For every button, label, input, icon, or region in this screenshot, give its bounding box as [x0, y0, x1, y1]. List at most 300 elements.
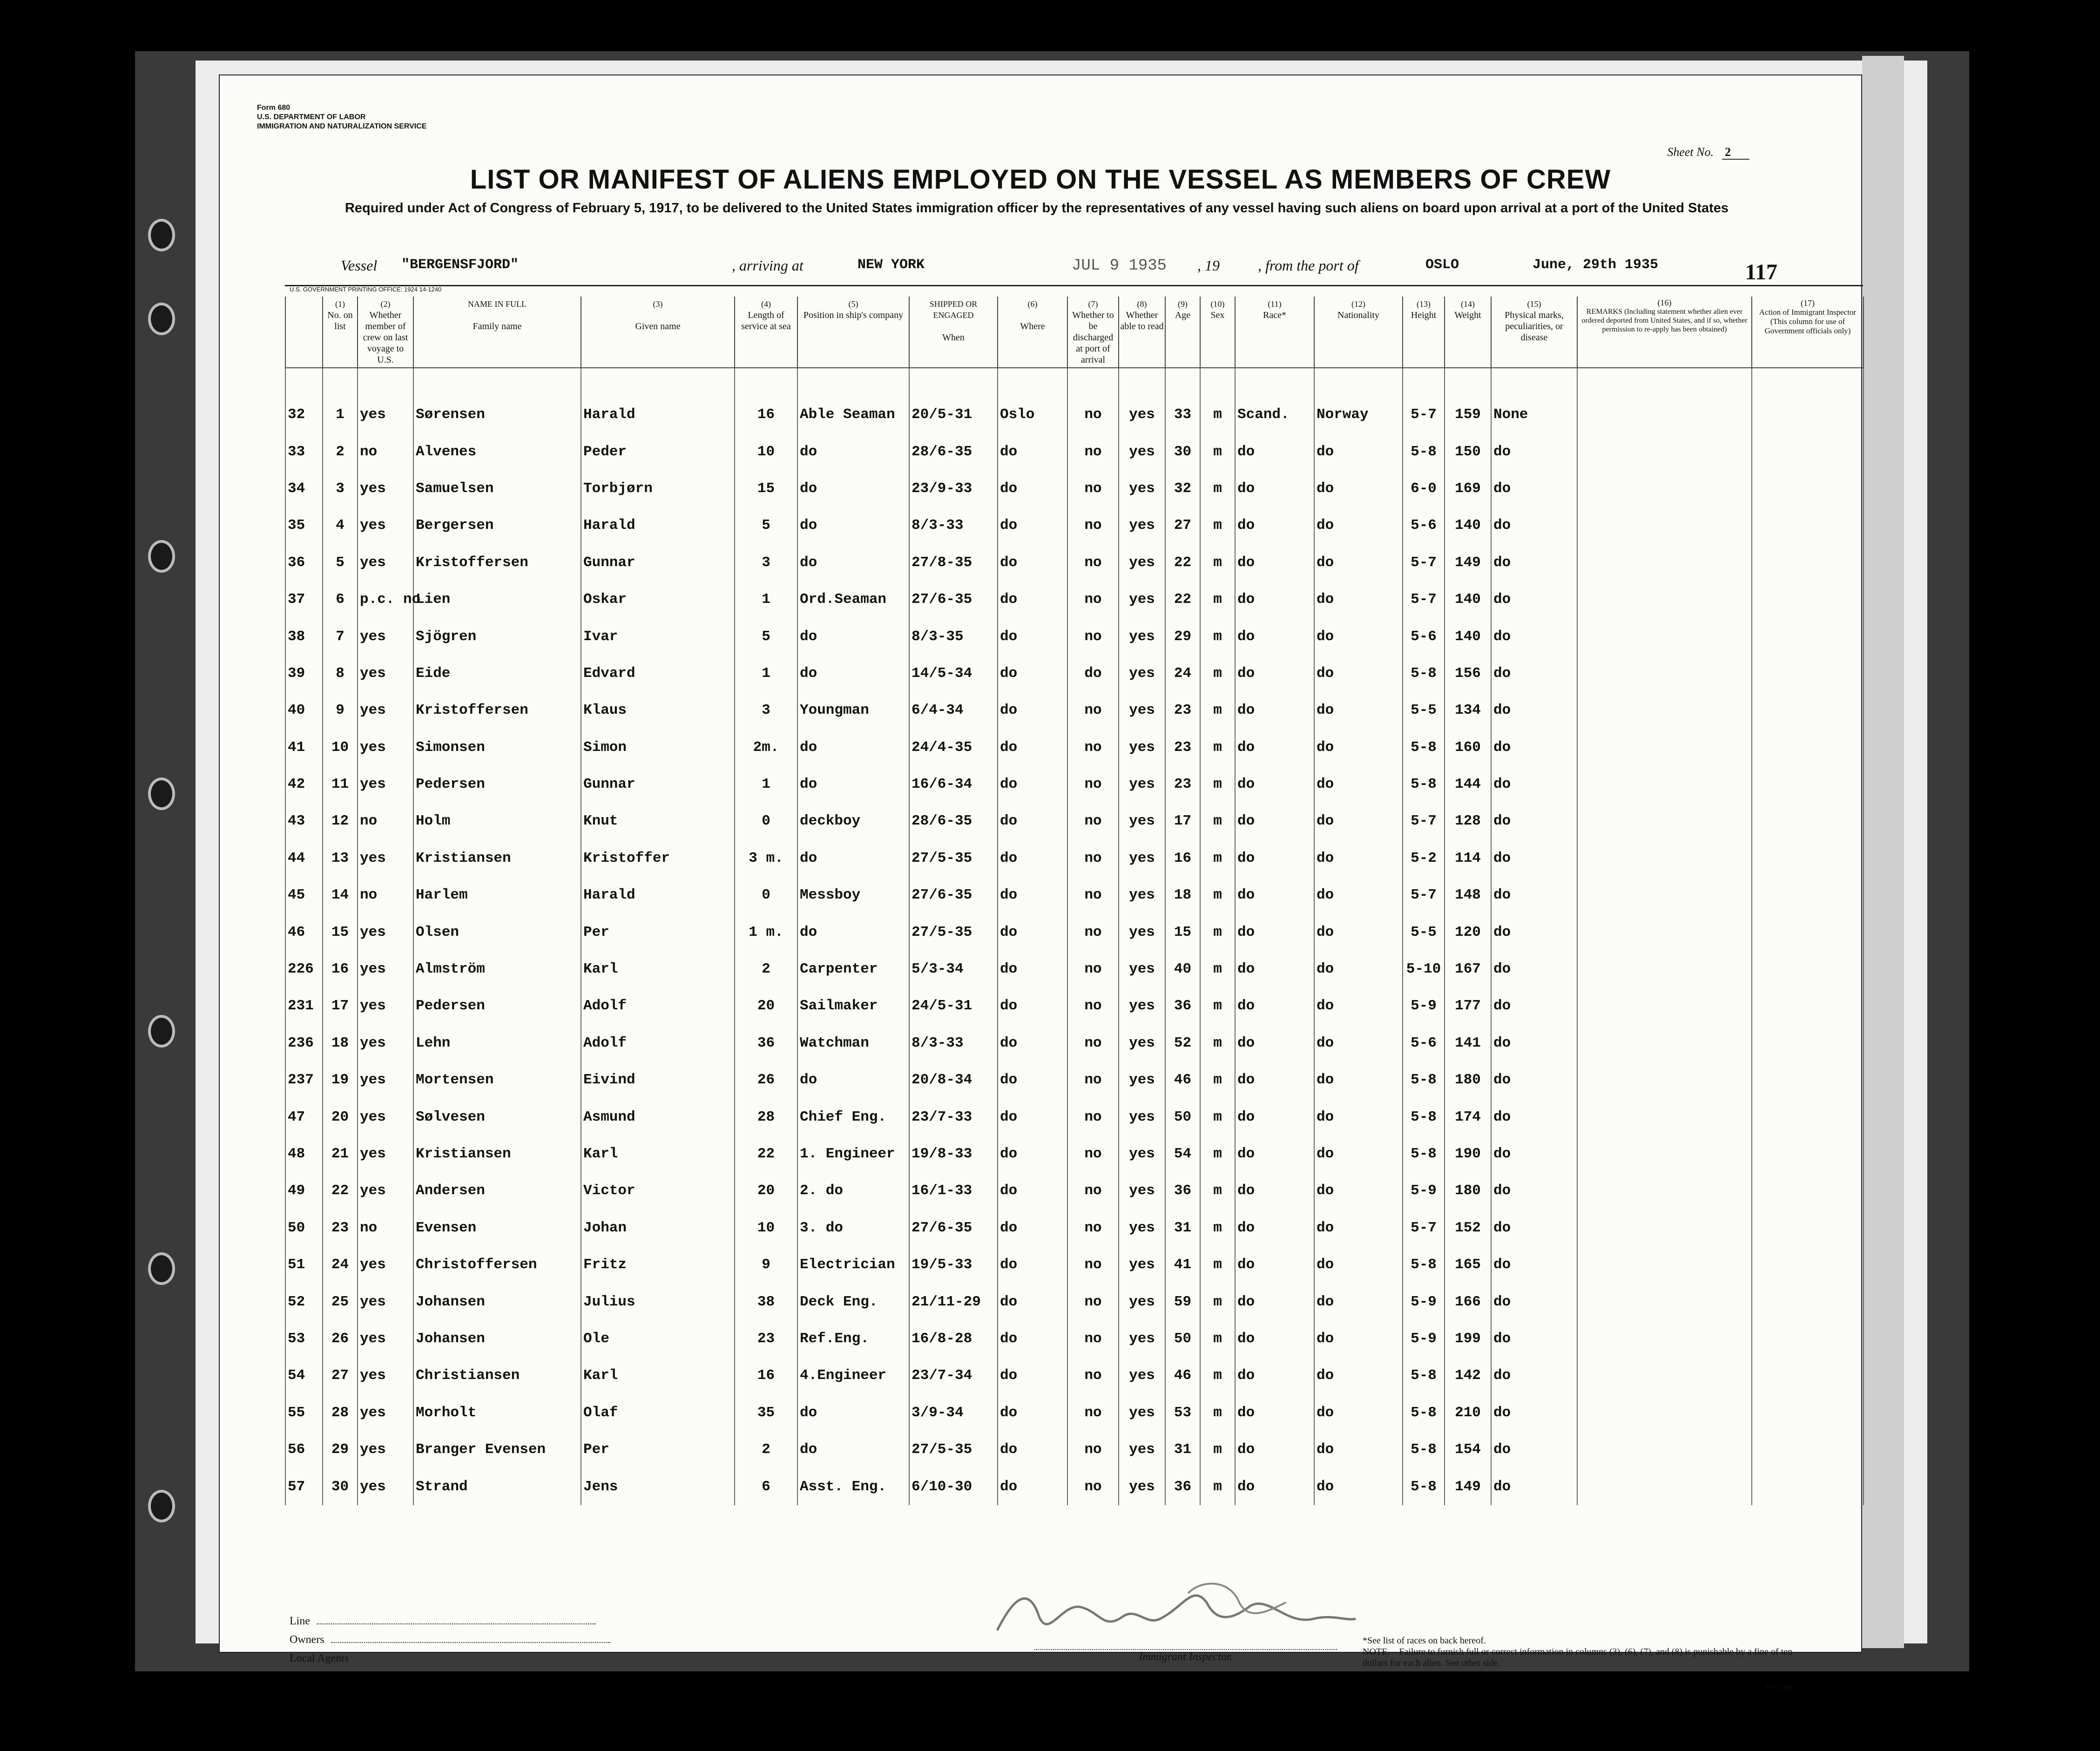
weight-cell: 199	[1445, 1320, 1491, 1357]
discharged-cell: no	[1067, 1431, 1119, 1468]
nationality-cell: do	[1314, 433, 1403, 470]
height-cell: 6-0	[1403, 470, 1445, 507]
col-remarks: (16) REMARKS (Including statement whether alien ever ordered deported from United States, and if so, whether permission to re-apply has been obtained)	[1577, 297, 1752, 368]
sex-cell: m	[1200, 1431, 1235, 1468]
crew-row	[285, 507, 1864, 544]
shipped-where-cell: do	[998, 1246, 1067, 1283]
crew-row	[285, 1246, 1864, 1283]
col-nationality: (12) Nationality	[1314, 297, 1403, 368]
last-voyage-cell: yes	[358, 1283, 413, 1320]
able-to-read-cell: yes	[1119, 470, 1165, 507]
weight-cell: 210	[1445, 1394, 1491, 1431]
age-cell: 17	[1165, 803, 1200, 839]
family-name-cell: Bergersen	[413, 507, 581, 544]
height-cell: 5-8	[1403, 655, 1445, 692]
inspector-action-cell	[1752, 1320, 1864, 1357]
remarks-cell	[1577, 1172, 1752, 1209]
position-cell: do	[797, 766, 909, 803]
col-shipped-where: (6) Where	[998, 297, 1067, 368]
race-cell: do	[1235, 1468, 1314, 1505]
shipped-when-cell: 3/9-34	[909, 1394, 998, 1431]
shipped-where-cell: do	[998, 507, 1067, 544]
height-cell: 5-9	[1403, 987, 1445, 1024]
able-to-read-cell: yes	[1119, 1283, 1165, 1320]
last-voyage-cell: yes	[358, 692, 413, 729]
age-cell: 40	[1165, 951, 1200, 987]
height-cell: 5-5	[1403, 692, 1445, 729]
inspector-action-cell	[1752, 951, 1864, 987]
weight-cell: 166	[1445, 1283, 1491, 1320]
height-cell: 5-10	[1403, 951, 1445, 987]
able-to-read-cell: yes	[1119, 987, 1165, 1024]
list-number-cell: 7	[323, 618, 358, 655]
age-cell: 36	[1165, 1172, 1200, 1209]
last-voyage-cell: yes	[358, 987, 413, 1024]
col-sex: (10) Sex	[1200, 297, 1235, 368]
vessel-label: Vessel	[341, 257, 378, 274]
discharged-cell: no	[1067, 507, 1119, 544]
family-name-cell: Strand	[413, 1468, 581, 1505]
shipped-where-cell: do	[998, 618, 1067, 655]
family-name-cell: Simonsen	[413, 729, 581, 766]
nationality-cell: do	[1314, 470, 1403, 507]
length-of-service-cell: 1	[735, 766, 797, 803]
manifest-sheet	[219, 74, 1862, 1691]
inspector-action-cell	[1752, 433, 1864, 470]
inspector-action-cell	[1752, 470, 1864, 507]
col-position: (5) Position in ship's company	[797, 297, 909, 368]
position-cell: do	[797, 913, 909, 950]
nationality-cell: do	[1314, 1431, 1403, 1468]
length-of-service-cell: 16	[735, 396, 797, 433]
shipped-where-cell: do	[998, 729, 1067, 766]
shipped-when-cell: 27/8-35	[909, 544, 998, 581]
margin-number-cell: 40	[285, 692, 323, 729]
height-cell: 5-2	[1403, 840, 1445, 877]
crew-row	[285, 877, 1864, 913]
remarks-cell	[1577, 1357, 1752, 1394]
remarks-cell	[1577, 1136, 1752, 1172]
family-name-cell: Kristiansen	[413, 840, 581, 877]
height-cell: 5-8	[1403, 1061, 1445, 1098]
sex-cell: m	[1200, 1025, 1235, 1061]
inspector-action-cell	[1752, 913, 1864, 950]
remarks-cell	[1577, 1246, 1752, 1283]
length-of-service-cell: 0	[735, 877, 797, 913]
family-name-cell: Harlem	[413, 877, 581, 913]
crew-row	[285, 1098, 1864, 1135]
given-name-cell: Torbjørn	[581, 470, 735, 507]
shipped-when-cell: 27/6-35	[909, 877, 998, 913]
remarks-cell	[1577, 840, 1752, 877]
sheet-value: 2	[1722, 145, 1749, 160]
inspector-action-cell	[1752, 655, 1864, 692]
shipped-when-cell: 28/6-35	[909, 803, 998, 839]
family-name-cell: Kristoffersen	[413, 544, 581, 581]
race-cell: do	[1235, 1098, 1314, 1135]
remarks-cell	[1577, 692, 1752, 729]
position-cell: do	[797, 618, 909, 655]
nationality-cell: do	[1314, 1246, 1403, 1283]
margin-number-cell: 35	[285, 507, 323, 544]
list-number-cell: 20	[323, 1098, 358, 1135]
discharged-cell: no	[1067, 1172, 1119, 1209]
remarks-cell	[1577, 655, 1752, 692]
last-voyage-cell: yes	[358, 1061, 413, 1098]
position-cell: do	[797, 470, 909, 507]
shipped-when-cell: 27/5-35	[909, 840, 998, 877]
last-voyage-cell: yes	[358, 618, 413, 655]
physical-marks-cell: do	[1491, 951, 1577, 987]
able-to-read-cell: yes	[1119, 581, 1165, 618]
position-cell: do	[797, 655, 909, 692]
given-name-cell: Edvard	[581, 655, 735, 692]
shipped-when-cell: 28/6-35	[909, 433, 998, 470]
length-of-service-cell: 3	[735, 692, 797, 729]
crew-row	[285, 544, 1864, 581]
length-of-service-cell: 28	[735, 1098, 797, 1135]
physical-marks-cell: do	[1491, 729, 1577, 766]
crew-row	[285, 433, 1864, 470]
nationality-cell: do	[1314, 766, 1403, 803]
physical-marks-cell: do	[1491, 1136, 1577, 1172]
height-cell: 5-8	[1403, 1468, 1445, 1505]
shipped-where-cell: do	[998, 692, 1067, 729]
list-number-cell: 27	[323, 1357, 358, 1394]
given-name-cell: Olaf	[581, 1394, 735, 1431]
position-cell: do	[797, 544, 909, 581]
position-cell: deckboy	[797, 803, 909, 839]
discharged-cell: no	[1067, 1468, 1119, 1505]
race-cell: do	[1235, 470, 1314, 507]
given-name-cell: Klaus	[581, 692, 735, 729]
shipped-when-cell: 23/9-33	[909, 470, 998, 507]
race-cell: do	[1235, 1357, 1314, 1394]
weight-cell: 114	[1445, 840, 1491, 877]
height-cell: 5-7	[1403, 544, 1445, 581]
position-cell: do	[797, 433, 909, 470]
list-number-cell: 16	[323, 951, 358, 987]
given-name-cell: Karl	[581, 951, 735, 987]
age-cell: 36	[1165, 1468, 1200, 1505]
position-cell: Messboy	[797, 877, 909, 913]
length-of-service-cell: 2m.	[735, 729, 797, 766]
nationality-cell: do	[1314, 655, 1403, 692]
vessel-name: "BERGENSFJORD"	[401, 257, 519, 273]
fine-note: NOTE.—Failure to furnish full or correct information in columns (3), (6), (7), and (8) is punishable by a fine of ten dollars for each alien. See other side.	[1363, 1647, 1793, 1668]
remarks-cell	[1577, 1210, 1752, 1246]
discharged-cell: no	[1067, 1098, 1119, 1135]
age-cell: 59	[1165, 1283, 1200, 1320]
immigrant-inspector-label: Immigrant Inspector.	[1034, 1649, 1337, 1663]
margin-number-cell: 50	[285, 1210, 323, 1246]
physical-marks-cell: do	[1491, 507, 1577, 544]
family-name-cell: Lehn	[413, 1025, 581, 1061]
list-number-cell: 17	[323, 987, 358, 1024]
family-name-cell: Lien	[413, 581, 581, 618]
discharged-cell: no	[1067, 840, 1119, 877]
sex-cell: m	[1200, 433, 1235, 470]
remarks-cell	[1577, 1061, 1752, 1098]
length-of-service-cell: 23	[735, 1320, 797, 1357]
family-name-cell: Johansen	[413, 1283, 581, 1320]
last-voyage-cell: yes	[358, 1136, 413, 1172]
physical-marks-cell: do	[1491, 1061, 1577, 1098]
shipped-when-cell: 6/4-34	[909, 692, 998, 729]
length-of-service-cell: 26	[735, 1061, 797, 1098]
able-to-read-cell: yes	[1119, 840, 1165, 877]
form-identifier	[257, 103, 426, 131]
length-of-service-cell: 22	[735, 1136, 797, 1172]
weight-cell: 169	[1445, 470, 1491, 507]
last-voyage-cell: yes	[358, 544, 413, 581]
sex-cell: m	[1200, 1172, 1235, 1209]
nationality-cell: do	[1314, 1210, 1403, 1246]
race-cell: do	[1235, 1061, 1314, 1098]
margin-number-cell: 33	[285, 433, 323, 470]
weight-cell: 149	[1445, 1468, 1491, 1505]
shipped-where-cell: do	[998, 1136, 1067, 1172]
binder-hole-icon	[148, 540, 175, 573]
given-name-cell: Oskar	[581, 581, 735, 618]
page-number: 117	[1745, 260, 1777, 284]
age-cell: 36	[1165, 987, 1200, 1024]
list-number-cell: 4	[323, 507, 358, 544]
crew-row	[285, 1320, 1864, 1357]
physical-marks-cell: do	[1491, 1172, 1577, 1209]
margin-number-cell: 55	[285, 1394, 323, 1431]
remarks-cell	[1577, 951, 1752, 987]
able-to-read-cell: yes	[1119, 1320, 1165, 1357]
weight-cell: 154	[1445, 1431, 1491, 1468]
shipped-when-cell: 23/7-33	[909, 1098, 998, 1135]
inspector-action-cell	[1752, 692, 1864, 729]
list-number-cell: 9	[323, 692, 358, 729]
sheet-label: Sheet No.	[1667, 145, 1714, 159]
weight-cell: 142	[1445, 1357, 1491, 1394]
physical-marks-cell: do	[1491, 1283, 1577, 1320]
inspector-action-cell	[1752, 729, 1864, 766]
height-cell: 5-8	[1403, 433, 1445, 470]
margin-number-cell: 43	[285, 803, 323, 839]
discharged-cell: no	[1067, 1210, 1119, 1246]
nationality-cell: do	[1314, 803, 1403, 839]
nationality-cell: do	[1314, 692, 1403, 729]
shipped-where-cell: do	[998, 1320, 1067, 1357]
inspector-action-cell	[1752, 1172, 1864, 1209]
sex-cell: m	[1200, 877, 1235, 913]
given-name-cell: Victor	[581, 1172, 735, 1209]
last-voyage-cell: no	[358, 1210, 413, 1246]
length-of-service-cell: 2	[735, 1431, 797, 1468]
family-name-cell: Pedersen	[413, 766, 581, 803]
margin-number-cell: 37	[285, 581, 323, 618]
family-name-cell: Christoffersen	[413, 1246, 581, 1283]
weight-cell: 140	[1445, 507, 1491, 544]
shipped-where-cell: do	[998, 1394, 1067, 1431]
nationality-cell: do	[1314, 1468, 1403, 1505]
discharged-cell: no	[1067, 1136, 1119, 1172]
form-number: Form 680	[257, 104, 290, 112]
length-of-service-cell: 1	[735, 655, 797, 692]
shipped-where-cell: do	[998, 951, 1067, 987]
age-cell: 23	[1165, 692, 1200, 729]
nationality-cell: do	[1314, 840, 1403, 877]
remarks-cell	[1577, 913, 1752, 950]
able-to-read-cell: yes	[1119, 1025, 1165, 1061]
margin-number-cell: 32	[285, 396, 323, 433]
length-of-service-cell: 2	[735, 951, 797, 987]
nationality-cell: do	[1314, 987, 1403, 1024]
position-cell: 3. do	[797, 1210, 909, 1246]
race-cell: do	[1235, 433, 1314, 470]
height-cell: 5-8	[1403, 1431, 1445, 1468]
shipped-when-cell: 20/5-31	[909, 396, 998, 433]
discharged-cell: no	[1067, 544, 1119, 581]
height-cell: 5-7	[1403, 396, 1445, 433]
discharged-cell: no	[1067, 618, 1119, 655]
discharged-cell: no	[1067, 987, 1119, 1024]
margin-number-cell: 53	[285, 1320, 323, 1357]
discharged-cell: no	[1067, 766, 1119, 803]
height-cell: 5-8	[1403, 1246, 1445, 1283]
physical-marks-cell: do	[1491, 618, 1577, 655]
weight-cell: 159	[1445, 396, 1491, 433]
list-number-cell: 15	[323, 913, 358, 950]
remarks-cell	[1577, 433, 1752, 470]
shipped-when-cell: 24/4-35	[909, 729, 998, 766]
height-cell: 5-6	[1403, 618, 1445, 655]
race-cell: do	[1235, 766, 1314, 803]
shipped-when-cell: 16/1-33	[909, 1172, 998, 1209]
remarks-cell	[1577, 581, 1752, 618]
remarks-cell	[1577, 507, 1752, 544]
sex-cell: m	[1200, 987, 1235, 1024]
weight-cell: 120	[1445, 913, 1491, 950]
weight-cell: 141	[1445, 1025, 1491, 1061]
page-subtitle: Required under Act of Congress of February 5, 1917, to be delivered to the United States immigration officer by the representatives of any vessel having such aliens on board upon arrival at a port of the United States	[344, 201, 1729, 216]
shipped-where-cell: do	[998, 581, 1067, 618]
discharged-cell: do	[1067, 655, 1119, 692]
remarks-cell	[1577, 1025, 1752, 1061]
margin-number-cell: 42	[285, 766, 323, 803]
length-of-service-cell: 35	[735, 1394, 797, 1431]
inspector-action-cell	[1752, 1283, 1864, 1320]
position-cell: do	[797, 729, 909, 766]
weight-cell: 149	[1445, 544, 1491, 581]
age-cell: 27	[1165, 507, 1200, 544]
age-cell: 23	[1165, 766, 1200, 803]
age-cell: 41	[1165, 1246, 1200, 1283]
physical-marks-cell: do	[1491, 581, 1577, 618]
list-number-cell: 12	[323, 803, 358, 839]
able-to-read-cell: yes	[1119, 1172, 1165, 1209]
able-to-read-cell: yes	[1119, 877, 1165, 913]
crew-row	[285, 803, 1864, 839]
crew-row	[285, 913, 1864, 950]
list-number-cell: 5	[323, 544, 358, 581]
height-cell: 5-8	[1403, 1357, 1445, 1394]
age-cell: 54	[1165, 1136, 1200, 1172]
nationality-cell: do	[1314, 1283, 1403, 1320]
col-length-of-service: (4) Length of service at sea	[735, 297, 797, 368]
position-cell: do	[797, 1431, 909, 1468]
blank-row	[285, 368, 1864, 396]
last-voyage-cell: no	[358, 803, 413, 839]
age-cell: 24	[1165, 655, 1200, 692]
given-name-cell: Jens	[581, 1468, 735, 1505]
discharged-cell: no	[1067, 913, 1119, 950]
sheet-number	[1667, 145, 1749, 159]
nationality-cell: do	[1314, 729, 1403, 766]
margin-number-cell: 46	[285, 913, 323, 950]
weight-cell: 156	[1445, 655, 1491, 692]
discharged-cell: no	[1067, 1061, 1119, 1098]
last-voyage-cell: yes	[358, 1025, 413, 1061]
crew-manifest-table	[285, 297, 1864, 1505]
nationality-cell: do	[1314, 1394, 1403, 1431]
able-to-read-cell: yes	[1119, 618, 1165, 655]
physical-marks-cell: do	[1491, 470, 1577, 507]
list-number-cell: 23	[323, 1210, 358, 1246]
height-cell: 5-8	[1403, 1098, 1445, 1135]
height-cell: 5-8	[1403, 1394, 1445, 1431]
sex-cell: m	[1200, 803, 1235, 839]
last-voyage-cell: yes	[358, 507, 413, 544]
margin-number-cell: 36	[285, 544, 323, 581]
shipped-where-cell: do	[998, 766, 1067, 803]
weight-cell: 165	[1445, 1246, 1491, 1283]
given-name-cell: Per	[581, 913, 735, 950]
col-race: (11) Race*	[1235, 297, 1314, 368]
shipped-when-cell: 20/8-34	[909, 1061, 998, 1098]
page-title: LIST OR MANIFEST OF ALIENS EMPLOYED ON THE VESSEL AS MEMBERS OF CREW	[470, 164, 1611, 195]
remarks-cell	[1577, 470, 1752, 507]
last-voyage-cell: yes	[358, 1172, 413, 1209]
last-voyage-cell: yes	[358, 766, 413, 803]
list-number-cell: 21	[323, 1136, 358, 1172]
nationality-cell: do	[1314, 877, 1403, 913]
age-cell: 52	[1165, 1025, 1200, 1061]
nationality-cell: do	[1314, 1136, 1403, 1172]
crew-row	[285, 1357, 1864, 1394]
from-port: OSLO	[1425, 257, 1459, 273]
last-voyage-cell: yes	[358, 396, 413, 433]
last-voyage-cell: yes	[358, 1098, 413, 1135]
nationality-cell: Norway	[1314, 396, 1403, 433]
owners-field: Owners	[290, 1630, 635, 1649]
age-cell: 30	[1165, 433, 1200, 470]
physical-marks-cell: do	[1491, 1394, 1577, 1431]
height-cell: 5-9	[1403, 1172, 1445, 1209]
given-name-cell: Harald	[581, 396, 735, 433]
shipped-where-cell: do	[998, 544, 1067, 581]
inspector-action-cell	[1752, 1246, 1864, 1283]
shipped-when-cell: 14/5-34	[909, 655, 998, 692]
margin-number-cell: 54	[285, 1357, 323, 1394]
race-cell: do	[1235, 951, 1314, 987]
position-cell: Carpenter	[797, 951, 909, 987]
shipped-when-cell: 16/6-34	[909, 766, 998, 803]
race-cell: do	[1235, 877, 1314, 913]
weight-cell: 140	[1445, 618, 1491, 655]
remarks-cell	[1577, 544, 1752, 581]
remarks-cell	[1577, 618, 1752, 655]
nationality-cell: do	[1314, 507, 1403, 544]
able-to-read-cell: yes	[1119, 1210, 1165, 1246]
position-cell: 4.Engineer	[797, 1357, 909, 1394]
margin-number-cell: 51	[285, 1246, 323, 1283]
